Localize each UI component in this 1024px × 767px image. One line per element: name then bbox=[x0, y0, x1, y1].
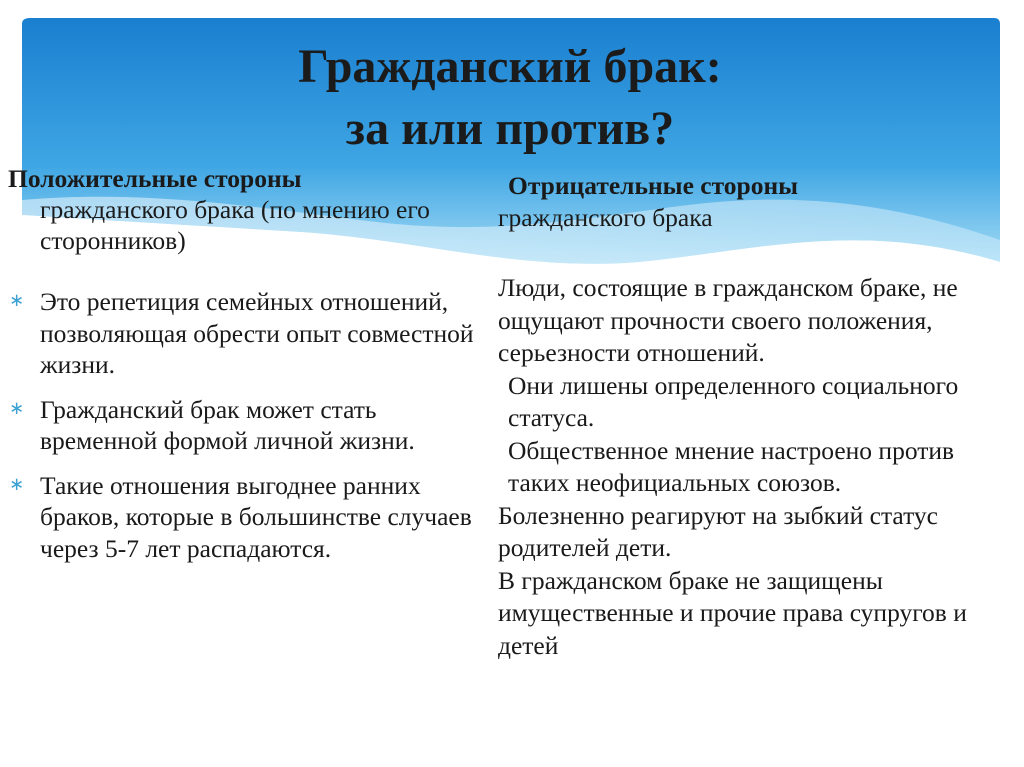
positive-heading-rest: гражданского брака (по мнению его сторонников) bbox=[40, 195, 430, 255]
list-item-text: Это репетиция семейных отношений, позволяющая обрести опыт совместной жизни. bbox=[40, 287, 474, 379]
negative-paragraph: Болезненно реагируют на зыбкий статус родителей дети. bbox=[498, 500, 938, 562]
list-item bbox=[8, 470, 478, 565]
slide-title-line2: за или против? bbox=[345, 102, 675, 155]
negative-paragraph: Люди, состоящие в гражданском браке, не ощущают прочности своего положения, серьезности отношений. bbox=[498, 273, 958, 367]
list-item-text: Гражданский брак может стать временной формой личной жизни. bbox=[40, 394, 415, 455]
positive-heading-bold: Положительные стороны bbox=[8, 164, 302, 193]
negative-heading-rest: гражданского брака bbox=[498, 203, 713, 232]
negative-paragraph: Общественное мнение настроено против таких неофициальных союзов. bbox=[508, 435, 955, 497]
list-item bbox=[8, 394, 478, 457]
negative-column bbox=[498, 170, 998, 662]
positive-column bbox=[8, 163, 478, 577]
slide-title-line1: Гражданский брак: bbox=[298, 40, 722, 93]
list-item-text: Такие отношения выгоднее ранних браков, которые в большинстве случаев через 5-7 лет распадаются. bbox=[40, 470, 472, 563]
negative-heading bbox=[498, 170, 998, 234]
bullet-star-icon: ∗ bbox=[9, 473, 25, 495]
negative-paragraph: В гражданском браке не защищены имущественные и прочие права супругов и детей bbox=[498, 565, 967, 660]
bullet-star-icon: ∗ bbox=[9, 397, 25, 419]
list-item bbox=[8, 286, 478, 381]
negative-heading-bold: Отрицательные стороны bbox=[508, 171, 799, 200]
positive-list bbox=[8, 286, 478, 564]
negative-body bbox=[498, 272, 998, 662]
positive-heading bbox=[8, 163, 478, 256]
negative-paragraph: Они лишены определенного социального статуса. bbox=[508, 370, 959, 432]
bullet-star-icon: ∗ bbox=[9, 290, 25, 311]
